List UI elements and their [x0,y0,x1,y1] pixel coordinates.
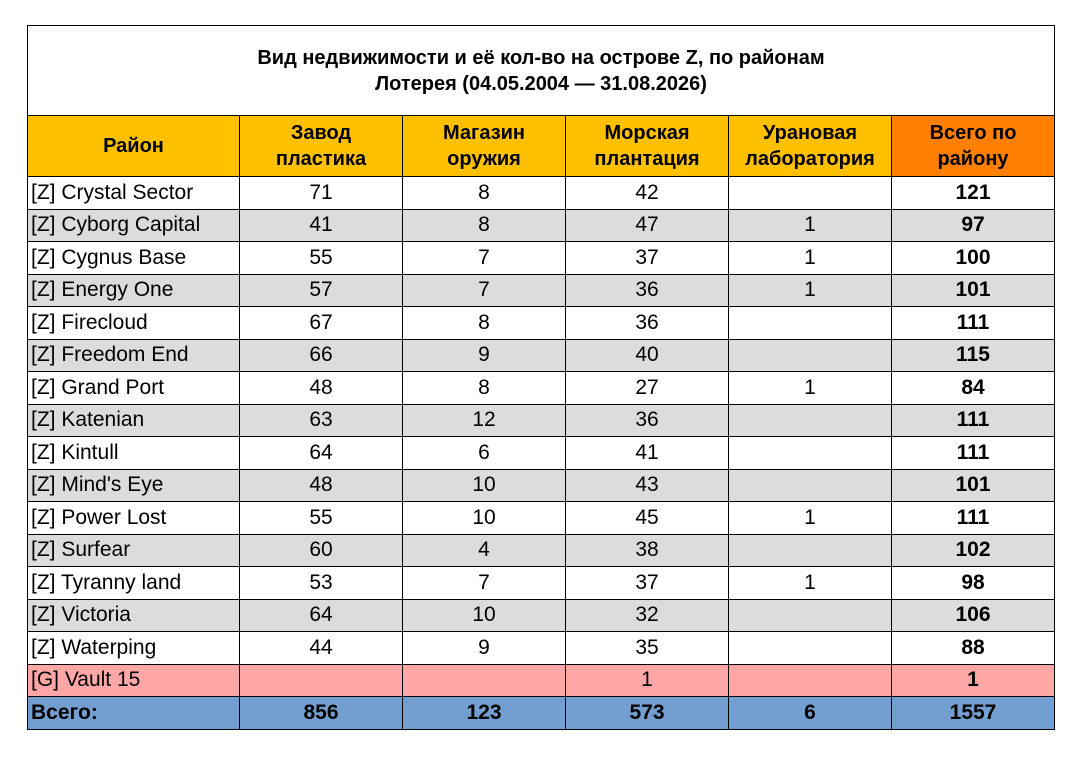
cell-name: [Z] Kintull [28,437,240,470]
cell-weapons [403,664,566,697]
cell-total: 111 [892,404,1055,437]
header-weapons [403,116,566,177]
table-row [28,274,1055,307]
cell-weapons: 7 [403,242,566,275]
cell-uranium: 1 [729,209,892,242]
cell-uranium: 1 [729,242,892,275]
cell-name: [Z] Surfear [28,534,240,567]
cell-plastic: 67 [240,307,403,340]
real-estate-table [27,25,1055,730]
table-row [28,437,1055,470]
cell-total: 98 [892,567,1055,600]
cell-total: 106 [892,599,1055,632]
cell-plastic: 48 [240,469,403,502]
cell-total: 101 [892,469,1055,502]
cell-name: [G] Vault 15 [28,664,240,697]
cell-name: [Z] Energy One [28,274,240,307]
cell-total: 1 [892,664,1055,697]
header-sea-l1: Морская [604,122,690,144]
cell-total: 102 [892,534,1055,567]
cell-weapons: 4 [403,534,566,567]
header-plastic-l1: Завод [290,122,352,144]
table-title-line1: Вид недвижимости и её кол-во на острове Z, по районам [257,46,825,69]
table-row [28,664,1055,697]
cell-name: [Z] Tyranny land [28,567,240,600]
footer-label: Всего: [28,697,240,730]
cell-total: 115 [892,339,1055,372]
cell-uranium [729,664,892,697]
cell-weapons: 8 [403,177,566,210]
table-row [28,469,1055,502]
footer-row [28,697,1055,730]
footer-uranium: 6 [729,697,892,730]
cell-total: 101 [892,274,1055,307]
cell-total: 88 [892,632,1055,665]
table-title [28,26,1055,116]
cell-uranium: 1 [729,567,892,600]
cell-plastic: 71 [240,177,403,210]
footer-weapons: 123 [403,697,566,730]
cell-weapons: 6 [403,437,566,470]
table-row [28,632,1055,665]
cell-total: 111 [892,502,1055,535]
table-row [28,177,1055,210]
cell-uranium [729,469,892,502]
header-uranium-l1: Урановая [762,122,858,144]
cell-uranium [729,632,892,665]
header-district: Район [28,116,240,177]
cell-plastic: 64 [240,599,403,632]
header-sea-l2: плантация [594,148,700,170]
cell-uranium [729,437,892,470]
cell-plastic: 64 [240,437,403,470]
header-total [892,116,1055,177]
cell-plastic: 55 [240,242,403,275]
cell-uranium [729,599,892,632]
cell-sea: 41 [566,437,729,470]
table-title-line2: Лотерея (04.05.2004 — 31.08.2026) [375,72,707,95]
cell-total: 84 [892,372,1055,405]
cell-name: [Z] Grand Port [28,372,240,405]
header-weapons-l1: Магазин [442,122,526,144]
cell-weapons: 8 [403,307,566,340]
cell-total: 121 [892,177,1055,210]
cell-uranium [729,339,892,372]
header-uranium-l2: лаборатория [745,148,875,170]
table-row [28,502,1055,535]
cell-uranium [729,307,892,340]
table-row [28,242,1055,275]
footer-plastic: 856 [240,697,403,730]
header-weapons-l2: оружия [447,148,521,170]
cell-weapons: 7 [403,274,566,307]
cell-name: [Z] Power Lost [28,502,240,535]
cell-plastic: 44 [240,632,403,665]
header-plastic [240,116,403,177]
cell-plastic: 53 [240,567,403,600]
cell-sea: 45 [566,502,729,535]
cell-total: 111 [892,437,1055,470]
table-row [28,599,1055,632]
cell-plastic: 48 [240,372,403,405]
table-row [28,209,1055,242]
footer-sea: 573 [566,697,729,730]
cell-total: 111 [892,307,1055,340]
cell-total: 97 [892,209,1055,242]
table-row [28,339,1055,372]
cell-name: [Z] Crystal Sector [28,177,240,210]
cell-plastic: 41 [240,209,403,242]
header-total-l1: Всего по [929,122,1017,144]
spreadsheet-table-container [27,25,1054,730]
cell-name: [Z] Cygnus Base [28,242,240,275]
cell-plastic: 66 [240,339,403,372]
cell-uranium [729,534,892,567]
cell-name: [Z] Mind's Eye [28,469,240,502]
table-row [28,404,1055,437]
cell-uranium [729,177,892,210]
cell-name: [Z] Victoria [28,599,240,632]
header-uranium [729,116,892,177]
cell-plastic: 57 [240,274,403,307]
header-sea [566,116,729,177]
cell-weapons: 12 [403,404,566,437]
cell-plastic: 55 [240,502,403,535]
table-row [28,307,1055,340]
cell-plastic: 60 [240,534,403,567]
cell-uranium: 1 [729,502,892,535]
cell-sea: 35 [566,632,729,665]
cell-weapons: 7 [403,567,566,600]
table-row [28,372,1055,405]
cell-name: [Z] Cyborg Capital [28,209,240,242]
cell-weapons: 10 [403,469,566,502]
cell-weapons: 9 [403,339,566,372]
cell-name: [Z] Waterping [28,632,240,665]
cell-sea: 32 [566,599,729,632]
header-plastic-l2: пластика [275,148,367,170]
table-body [28,177,1055,697]
cell-sea: 36 [566,274,729,307]
cell-sea: 43 [566,469,729,502]
cell-sea: 27 [566,372,729,405]
cell-weapons: 10 [403,599,566,632]
cell-plastic [240,664,403,697]
header-total-l2: району [937,148,1009,170]
cell-sea: 36 [566,307,729,340]
cell-weapons: 8 [403,372,566,405]
cell-weapons: 8 [403,209,566,242]
header-row [28,116,1055,177]
cell-weapons: 10 [403,502,566,535]
cell-name: [Z] Katenian [28,404,240,437]
cell-uranium: 1 [729,372,892,405]
cell-name: [Z] Firecloud [28,307,240,340]
cell-sea: 36 [566,404,729,437]
cell-sea: 37 [566,567,729,600]
cell-sea: 47 [566,209,729,242]
cell-uranium: 1 [729,274,892,307]
cell-uranium [729,404,892,437]
cell-sea: 38 [566,534,729,567]
cell-plastic: 63 [240,404,403,437]
cell-sea: 1 [566,664,729,697]
cell-sea: 37 [566,242,729,275]
cell-sea: 42 [566,177,729,210]
table-row [28,567,1055,600]
cell-sea: 40 [566,339,729,372]
cell-name: [Z] Freedom End [28,339,240,372]
footer-total: 1557 [892,697,1055,730]
cell-weapons: 9 [403,632,566,665]
table-row [28,534,1055,567]
cell-total: 100 [892,242,1055,275]
